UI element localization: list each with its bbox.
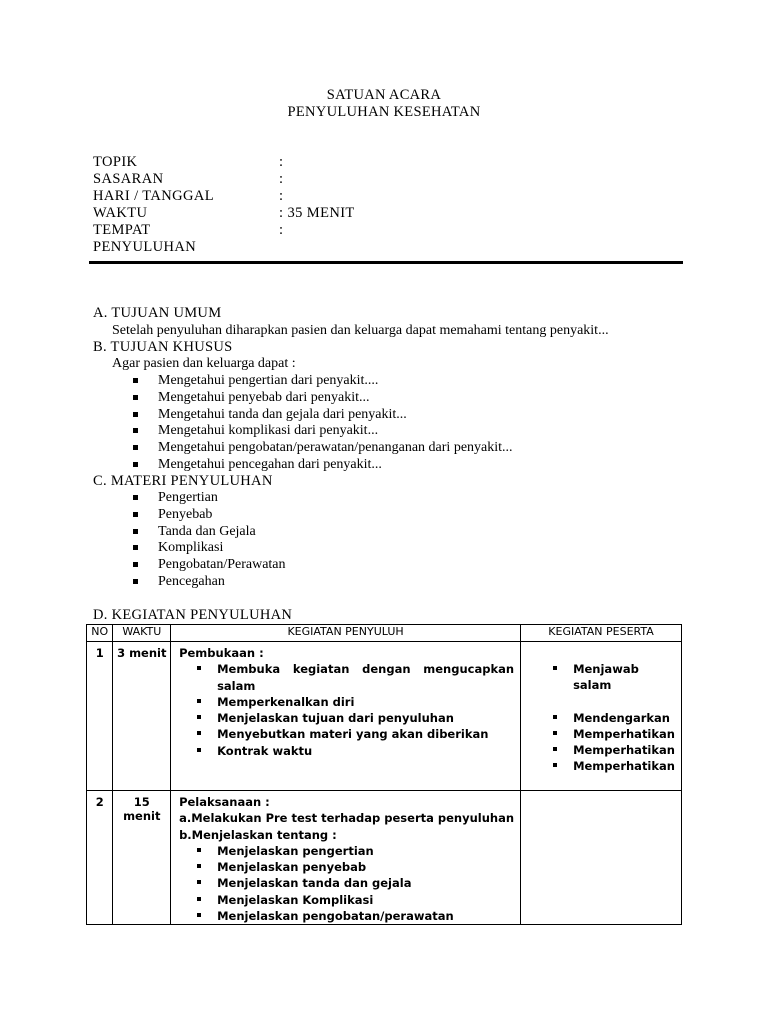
list-item: Mengetahui komplikasi dari penyakit... — [128, 423, 513, 440]
bullet-icon — [133, 512, 138, 517]
bullet-icon — [197, 848, 201, 852]
list-item: Tanda dan Gejala — [128, 524, 286, 541]
bullet-icon — [133, 462, 138, 467]
row-no: 1 — [87, 642, 113, 791]
bullet-icon — [197, 748, 201, 752]
section-d-heading: D. KEGIATAN PENYULUHAN — [93, 607, 293, 623]
column-header-no: NO — [87, 625, 113, 642]
list-item: Memperhatikan — [529, 758, 675, 774]
row-no: 2 — [87, 791, 113, 925]
section-a-heading: A. TUJUAN UMUM — [93, 305, 222, 321]
activity-line-a: a.Melakukan Pre test terhadap peserta penyuluhan — [179, 811, 515, 826]
bullet-icon — [553, 666, 557, 670]
list-item: Mengetahui penyebab dari penyakit... — [128, 390, 513, 407]
activity-text: Membuka kegiatan dengan mengucapkan — [217, 662, 515, 677]
table-header-row — [87, 625, 682, 642]
activity-title: Pembukaan : — [179, 646, 264, 660]
info-label: HARI / TANGGAL — [93, 188, 214, 204]
bullet-icon — [133, 562, 138, 567]
info-label: TEMPAT — [93, 222, 151, 238]
bullet-icon — [197, 666, 201, 670]
info-label: SASARAN — [93, 171, 164, 187]
section-c-list — [128, 490, 286, 591]
info-label: PENYULUHAN — [93, 239, 197, 255]
list-item: Penyebab — [128, 507, 286, 524]
row-kegiatan-peserta — [521, 791, 682, 925]
document-title-line1: SATUAN ACARA — [326, 87, 442, 103]
bullet-icon — [133, 545, 138, 550]
list-item: Memperhatikan — [529, 742, 675, 758]
list-item: Menjelaskan penyebab — [179, 859, 514, 875]
list-item: Pengertian — [128, 490, 286, 507]
list-item: Menjelaskan tujuan dari penyuluhan — [179, 710, 514, 726]
section-a-text: Setelah penyuluhan diharapkan pasien dan keluarga dapat memahami tentang penyakit... — [112, 323, 609, 338]
list-item: Mengetahui pengobatan/perawatan/penanganan dari penyakit... — [128, 440, 513, 457]
row-kegiatan-penyuluh — [171, 642, 521, 791]
info-label: TOPIK — [93, 154, 138, 170]
bullet-icon — [197, 715, 201, 719]
list-item: Mengetahui tanda dan gejala dari penyakit... — [128, 407, 513, 424]
section-b-list — [128, 373, 513, 474]
bullet-icon — [197, 880, 201, 884]
list-item: Pengobatan/Perawatan — [128, 557, 286, 574]
info-value: : 35 MENIT — [279, 205, 355, 221]
kegiatan-table — [86, 624, 682, 925]
bullet-icon — [133, 445, 138, 450]
section-c-heading: C. MATERI PENYULUHAN — [93, 473, 273, 489]
bullet-icon — [553, 763, 557, 767]
list-item: Mengetahui pencegahan dari penyakit... — [128, 457, 513, 474]
bullet-icon — [133, 395, 138, 400]
info-value: : — [279, 188, 284, 204]
bullet-icon — [553, 715, 557, 719]
activity-text-continued: salam — [217, 678, 256, 693]
bullet-icon — [553, 747, 557, 751]
bullet-icon — [553, 731, 557, 735]
bullet-icon — [133, 412, 138, 417]
document-title-line2: PENYULUHAN KESEHATAN — [287, 104, 481, 120]
bullet-icon — [197, 864, 201, 868]
list-item: Menjelaskan pengertian — [179, 843, 514, 859]
bullet-icon — [133, 529, 138, 534]
list-item: Kontrak waktu — [179, 743, 514, 759]
info-value: : — [279, 222, 284, 238]
row-kegiatan-penyuluh — [171, 791, 521, 925]
row-kegiatan-peserta — [521, 642, 682, 791]
column-header-waktu: WAKTU — [113, 625, 171, 642]
activity-title: Pelaksanaan : — [179, 795, 270, 809]
list-item: Menyebutkan materi yang akan diberikan — [179, 726, 514, 742]
table-row — [87, 642, 682, 791]
list-item: Komplikasi — [128, 540, 286, 557]
list-item: Mengetahui pengertian dari penyakit.... — [128, 373, 513, 390]
info-value: : — [279, 154, 284, 170]
bullet-icon — [133, 495, 138, 500]
row-waktu: 15 menit — [113, 791, 171, 925]
list-item: Pencegahan — [128, 574, 286, 591]
horizontal-divider — [89, 261, 683, 264]
table-row — [87, 791, 682, 925]
list-item: Menjawab salam — [529, 661, 675, 694]
info-value: : — [279, 171, 284, 187]
list-item — [179, 661, 514, 694]
list-item: Memperhatikan — [529, 726, 675, 742]
section-b-heading: B. TUJUAN KHUSUS — [93, 339, 233, 355]
bullet-icon — [197, 699, 201, 703]
list-item: Memperkenalkan diri — [179, 694, 514, 710]
bullet-icon — [133, 378, 138, 383]
column-header-kegiatan-peserta: KEGIATAN PESERTA — [521, 625, 682, 642]
bullet-icon — [197, 731, 201, 735]
list-item: Mendengarkan — [529, 710, 675, 726]
bullet-icon — [197, 897, 201, 901]
list-item: Menjelaskan pengobatan/perawatan — [179, 908, 514, 924]
column-header-kegiatan-penyuluh: KEGIATAN PENYULUH — [171, 625, 521, 642]
row-waktu: 3 menit — [113, 642, 171, 791]
section-b-intro: Agar pasien dan keluarga dapat : — [112, 356, 296, 371]
bullet-icon — [197, 913, 201, 917]
info-label: WAKTU — [93, 205, 148, 221]
bullet-icon — [133, 428, 138, 433]
list-item: Menjelaskan tanda dan gejala — [179, 875, 514, 891]
bullet-icon — [133, 579, 138, 584]
list-item: Menjelaskan Komplikasi — [179, 892, 514, 908]
activity-line-b: b.Menjelaskan tentang : — [179, 827, 337, 842]
